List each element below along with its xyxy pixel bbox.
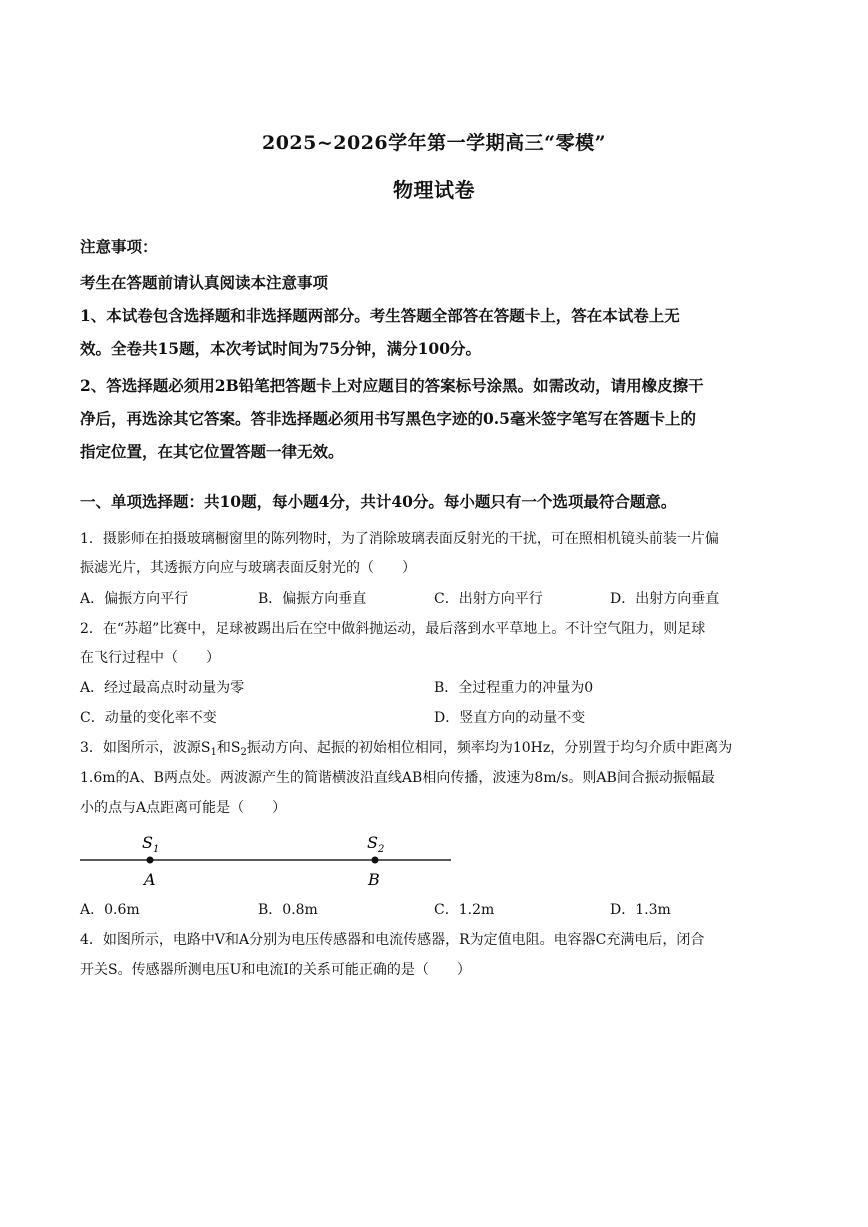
notice-item-1-line-1: 1、本试卷包含选择题和非选择题两部分。考生答题全部答在答题卡上，答在本试卷上无: [80, 306, 680, 325]
question-3-line-2: 1.6m的A、B两点处。两波源产生的简谐横波沿直线AB相向传播，波速为8m/s。则AB间合振动振幅最: [80, 770, 715, 786]
question-2-option-d: D．竖直方向的动量不变: [434, 710, 586, 726]
question-3-option-c: C．1.2m: [434, 902, 495, 918]
point-b-dot: [372, 857, 379, 864]
question-2-line-2: 在飞行过程中（ ）: [80, 650, 220, 666]
question-1-option-a: A．偏振方向平行: [80, 591, 189, 607]
question-1-line-1: 1．摄影师在拍摄玻璃橱窗里的陈列物时，为了消除玻璃表面反射光的干扰，可在照相机镜头前装一片偏: [80, 531, 719, 547]
notice-item-1-line-2: 效。全卷共15题，本次考试时间为75分钟，满分100分。: [80, 339, 481, 358]
notice-item-2-line-1: 2、答选择题必须用2B铅笔把答题卡上对应题目的答案标号涂黑。如需改动，请用橡皮擦干: [80, 376, 704, 395]
question-1-option-d: D．出射方向垂直: [610, 591, 720, 607]
question-1-option-b: B．偏振方向垂直: [258, 591, 367, 607]
question-3-line-1: [80, 733, 788, 763]
notice-heading: 注意事项：: [80, 237, 158, 256]
question-3-options: [80, 895, 788, 925]
question-1-options: [80, 584, 788, 614]
question-3-line-3: 小的点与A点距离可能是（ ）: [80, 800, 287, 816]
exam-title: 2025~2026学年第一学期高三“零模”: [261, 132, 607, 154]
question-2-options-row-1: [80, 673, 788, 703]
question-2-option-b: B．全过程重力的冲量为0: [434, 680, 594, 696]
q3-text-a: 3．如图所示，波源S: [80, 740, 211, 756]
question-4-line-2: 开关S。传感器所测电压U和电流I的关系可能正确的是（ ）: [80, 962, 471, 978]
question-2-line-1: 2．在“苏超”比赛中，足球被踢出后在空中做斜抛运动，最后落到水平草地上。不计空气阻力，则足球: [80, 621, 706, 637]
notice-item-2-line-2: 净后，再选涂其它答案。答非选择题必须用书写黑色字迹的0.5毫米签字笔写在答题卡上的: [80, 409, 696, 428]
question-1-line-2: 振滤光片，其透振方向应与玻璃表面反射光的（ ）: [80, 560, 416, 576]
question-2-options-row-2: [80, 703, 788, 733]
exam-subject: 物理试卷: [393, 178, 475, 202]
q3-sub-2: 2: [240, 747, 247, 758]
q3-text-b: 和S: [216, 740, 241, 756]
notice-item-2-line-3: 指定位置，在其它位置答题一律无效。: [80, 442, 344, 461]
label-b: B: [368, 870, 380, 889]
question-2-option-a: A．经过最高点时动量为零: [80, 680, 245, 696]
point-a-dot: [147, 857, 154, 864]
question-1-option-c: C．出射方向平行: [434, 591, 543, 607]
label-s2: $S_2$: [367, 833, 385, 855]
wave-source-diagram: [78, 826, 458, 896]
question-3-option-a: A．0.6m: [80, 902, 140, 918]
question-4-line-1: 4．如图所示，电路中V和A分别为电压传感器和电流传感器，R为定值电阻。电容器C充满电后，闭合: [80, 932, 705, 948]
question-3-option-b: B．0.8m: [258, 902, 318, 918]
section-1-heading: 一、单项选择题：共10题，每小题4分，共计40分。每小题只有一个选项最符合题意。: [80, 492, 677, 511]
notice-intro: 考生在答题前请认真阅读本注意事项: [80, 273, 329, 292]
label-s1: $S_1$: [142, 833, 160, 855]
question-2-option-c: C．动量的变化率不变: [80, 710, 217, 726]
label-a: A: [144, 870, 156, 889]
q3-sub-1: 1: [210, 747, 217, 758]
question-3-option-d: D．1.3m: [610, 902, 671, 918]
q3-text-c: 振动方向、起振的初始相位相同，频率均为10Hz，分别置于均匀介质中距离为: [246, 740, 733, 756]
